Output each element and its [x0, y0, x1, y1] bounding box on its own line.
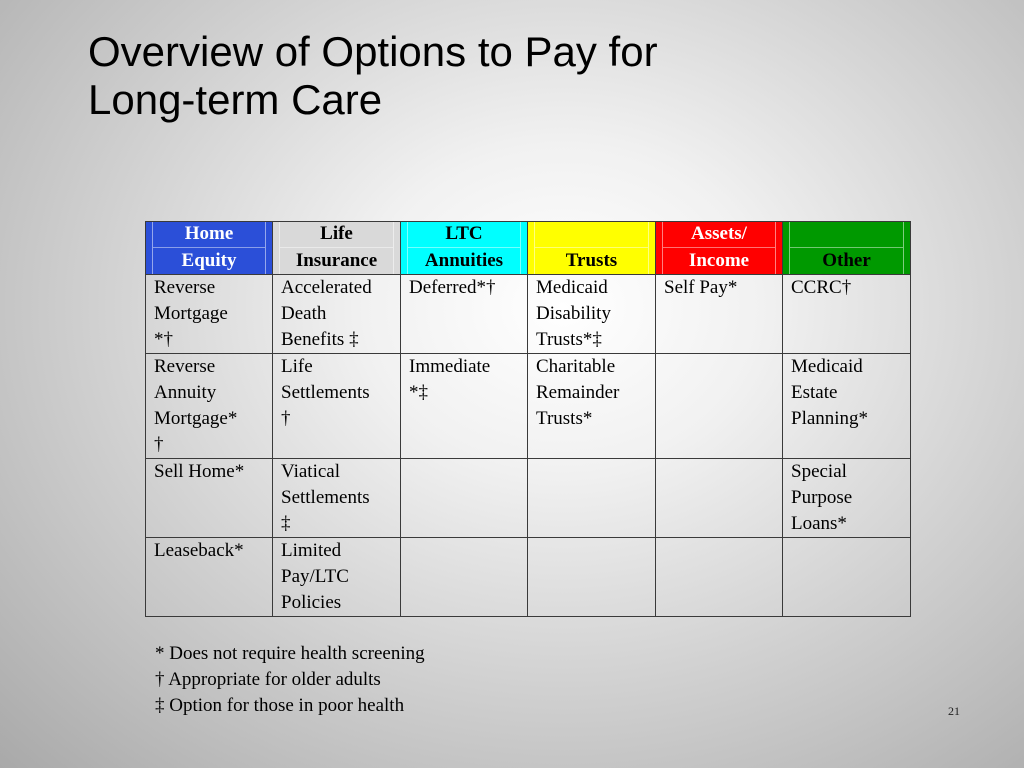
cell-text: [791, 275, 902, 301]
table-cell-home-equity: [146, 459, 273, 538]
cell-line: Reverse: [154, 356, 216, 377]
table-cell-life-insurance: [273, 538, 401, 617]
table-cell-ltc-annuities: [401, 354, 528, 459]
cell-text: [281, 354, 392, 432]
cell-line: Immediate: [409, 356, 491, 377]
column-header-label: [534, 222, 649, 274]
title-line-1: Overview of Options to Pay for: [88, 28, 658, 75]
table-cell-ltc-annuities: [401, 275, 528, 354]
footnote-health-screening: * Does not require health screening: [155, 643, 425, 664]
table-cell-other: [783, 275, 911, 354]
cell-line: Trusts*: [536, 408, 593, 429]
table-cell-life-insurance: [273, 459, 401, 538]
header-row: [146, 222, 911, 275]
column-header-line: Life: [280, 221, 393, 248]
cell-line: Viatical: [281, 461, 340, 482]
column-header-label: [789, 222, 904, 274]
cell-line: Deferred*†: [409, 277, 496, 298]
cell-line: Annuity: [154, 382, 217, 403]
cell-text: [536, 275, 647, 353]
table-cell-life-insurance: [273, 275, 401, 354]
column-header-line: Home: [153, 221, 265, 248]
cell-text: [664, 275, 774, 301]
column-header-line: Assets/: [663, 221, 775, 248]
cell-line: †: [281, 408, 291, 429]
cell-line: Settlements: [281, 487, 370, 508]
cell-line: Remainder: [536, 382, 620, 403]
column-header-line: Trusts: [565, 250, 618, 271]
table-row: [146, 459, 911, 538]
column-header-label: [662, 222, 776, 274]
cell-line: *†: [154, 329, 173, 350]
table-cell-ltc-annuities: [401, 459, 528, 538]
cell-line: Benefits ‡: [281, 329, 359, 350]
column-header-home-equity: [146, 222, 273, 275]
column-header-ltc-annuities: [401, 222, 528, 275]
table-body: [146, 275, 911, 617]
cell-line: CCRC†: [791, 277, 852, 298]
cell-line: Disability: [536, 303, 611, 324]
cell-line: Mortgage*: [154, 408, 238, 429]
column-header-label: [152, 222, 266, 274]
cell-line: Limited: [281, 540, 342, 561]
table-cell-home-equity: [146, 275, 273, 354]
table-cell-assets-income: [656, 538, 783, 617]
cell-line: Death: [281, 303, 327, 324]
cell-text: [281, 275, 392, 353]
column-header-line: Other: [822, 250, 871, 271]
footnote-older-adults: † Appropriate for older adults: [155, 669, 381, 690]
cell-line: Loans*: [791, 513, 847, 534]
cell-text: [409, 275, 519, 301]
cell-line: Purpose: [791, 487, 853, 508]
options-table: [145, 221, 911, 617]
cell-text: [536, 354, 647, 432]
column-header-line: [790, 221, 903, 248]
table-cell-other: [783, 354, 911, 459]
cell-line: Self Pay*: [664, 277, 738, 298]
column-header-line: [535, 221, 648, 248]
column-header-line: LTC: [408, 221, 520, 248]
column-header-line: Equity: [181, 250, 237, 271]
column-header-line: Annuities: [424, 250, 504, 271]
table-cell-assets-income: [656, 459, 783, 538]
column-header-line: Insurance: [295, 250, 378, 271]
cell-line: Leaseback*: [154, 540, 244, 561]
table-row: [146, 275, 911, 354]
cell-text: [154, 275, 264, 353]
cell-line: Reverse: [154, 277, 216, 298]
cell-line: †: [154, 434, 164, 455]
cell-line: Special: [791, 461, 847, 482]
cell-line: Policies: [281, 592, 342, 613]
cell-line: Accelerated: [281, 277, 372, 298]
cell-text: [791, 459, 902, 537]
cell-line: Trusts*‡: [536, 329, 602, 350]
table-cell-home-equity: [146, 538, 273, 617]
table-cell-ltc-annuities: [401, 538, 528, 617]
table-cell-trusts: [528, 275, 656, 354]
table-cell-other: [783, 459, 911, 538]
footnote-poor-health: ‡ Option for those in poor health: [155, 695, 405, 716]
cell-line: ‡: [281, 513, 291, 534]
table-cell-trusts: [528, 354, 656, 459]
cell-text: [154, 354, 264, 458]
cell-text: [791, 354, 902, 432]
table-cell-assets-income: [656, 354, 783, 459]
cell-line: Estate: [791, 382, 838, 403]
table-cell-trusts: [528, 538, 656, 617]
table-cell-home-equity: [146, 354, 273, 459]
slide-title: [88, 28, 888, 124]
column-header-life-insurance: [273, 222, 401, 275]
cell-text: [409, 354, 519, 406]
table-cell-other: [783, 538, 911, 617]
column-header-other: [783, 222, 911, 275]
cell-line: Pay/LTC: [281, 566, 349, 587]
table-cell-life-insurance: [273, 354, 401, 459]
cell-line: Charitable: [536, 356, 616, 377]
cell-line: Sell Home*: [154, 461, 245, 482]
cell-line: Settlements: [281, 382, 370, 403]
cell-text: [154, 538, 264, 564]
cell-line: Mortgage: [154, 303, 228, 324]
column-header-assets-income: [656, 222, 783, 275]
cell-line: Medicaid: [536, 277, 608, 298]
cell-line: Life: [281, 356, 313, 377]
column-header-trusts: [528, 222, 656, 275]
cell-line: *‡: [409, 382, 428, 403]
title-line-2: Long-term Care: [88, 76, 383, 123]
cell-text: [281, 459, 392, 537]
table-cell-assets-income: [656, 275, 783, 354]
page-number: 21: [948, 704, 960, 718]
table-row: [146, 354, 911, 459]
table-row: [146, 538, 911, 617]
cell-line: Medicaid: [791, 356, 863, 377]
column-header-line: Income: [688, 250, 750, 271]
table-cell-trusts: [528, 459, 656, 538]
footnotes: [155, 641, 425, 719]
cell-text: [281, 538, 392, 616]
column-header-label: [279, 222, 394, 274]
cell-text: [154, 459, 264, 485]
cell-line: Planning*: [791, 408, 869, 429]
column-header-label: [407, 222, 521, 274]
